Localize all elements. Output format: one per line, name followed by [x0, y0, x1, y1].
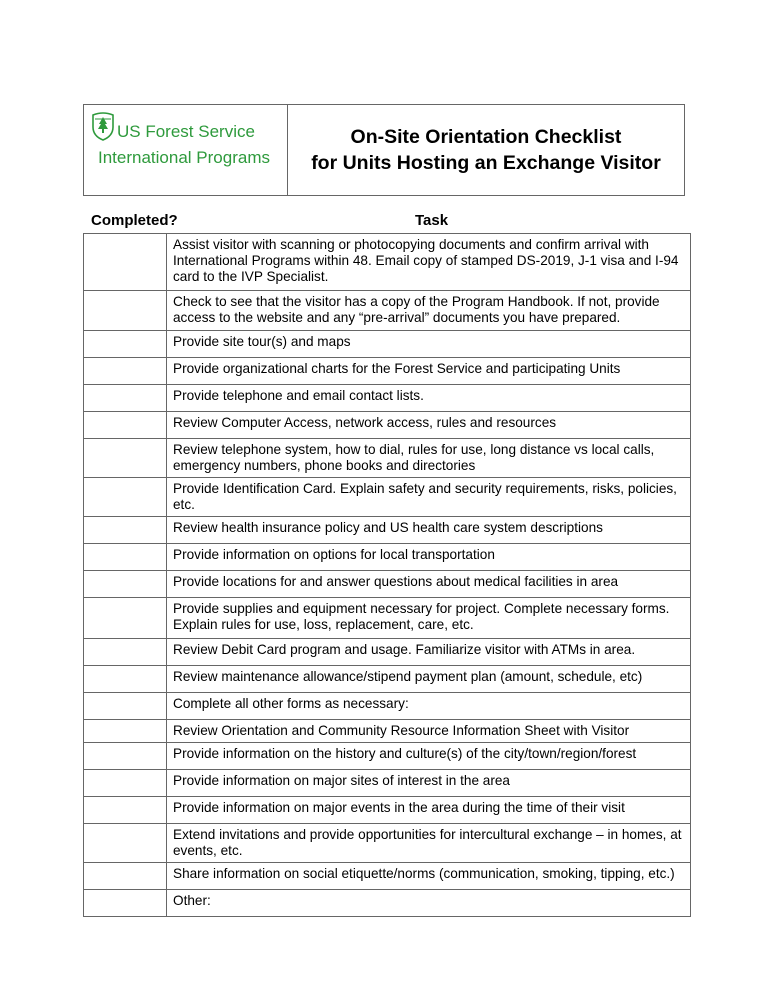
- completed-cell[interactable]: [84, 331, 167, 358]
- task-cell: Review Computer Access, network access, rules and resources: [167, 412, 691, 439]
- completed-cell[interactable]: [84, 639, 167, 666]
- task-cell: Review Orientation and Community Resource Information Sheet with Visitor: [167, 720, 691, 743]
- completed-cell[interactable]: [84, 770, 167, 797]
- task-cell: Provide locations for and answer questions about medical facilities in area: [167, 571, 691, 598]
- completed-cell[interactable]: [84, 720, 167, 743]
- completed-cell[interactable]: [84, 385, 167, 412]
- completed-cell[interactable]: [84, 291, 167, 331]
- organization-block: [84, 105, 288, 195]
- task-cell: Check to see that the visitor has a copy of the Program Handbook. If not, provide access to the website and any “pre-arrival” documents you have prepared.: [167, 291, 691, 331]
- table-row: [84, 331, 691, 358]
- table-row: [84, 743, 691, 770]
- table-row: [84, 666, 691, 693]
- task-cell: Provide site tour(s) and maps: [167, 331, 691, 358]
- header-box: [83, 104, 685, 196]
- table-row: [84, 439, 691, 478]
- table-row: [84, 234, 691, 291]
- task-cell: Review health insurance policy and US health care system descriptions: [167, 517, 691, 544]
- completed-cell[interactable]: [84, 693, 167, 720]
- table-row: [84, 412, 691, 439]
- task-cell: Review maintenance allowance/stipend payment plan (amount, schedule, etc): [167, 666, 691, 693]
- task-column-header: Task: [415, 212, 449, 229]
- task-cell: Complete all other forms as necessary:: [167, 693, 691, 720]
- completed-cell[interactable]: [84, 234, 167, 291]
- table-row: [84, 770, 691, 797]
- title-line-1: On-Site Orientation Checklist: [350, 126, 622, 148]
- task-cell: Other:: [167, 890, 691, 917]
- completed-cell[interactable]: [84, 666, 167, 693]
- completed-cell[interactable]: [84, 358, 167, 385]
- org-program: International Programs: [98, 148, 270, 167]
- org-name: US Forest Service: [117, 122, 255, 141]
- task-cell: Review Debit Card program and usage. Familiarize visitor with ATMs in area.: [167, 639, 691, 666]
- document-title: [288, 105, 684, 195]
- task-cell: Provide Identification Card. Explain safety and security requirements, risks, policies, etc.: [167, 478, 691, 517]
- table-row: [84, 571, 691, 598]
- task-cell: Provide organizational charts for the Forest Service and participating Units: [167, 358, 691, 385]
- completed-cell[interactable]: [84, 797, 167, 824]
- table-row: [84, 598, 691, 639]
- table-row: [84, 720, 691, 743]
- completed-cell[interactable]: [84, 571, 167, 598]
- completed-cell[interactable]: [84, 824, 167, 863]
- table-row: [84, 797, 691, 824]
- table-row: [84, 824, 691, 863]
- table-row: [84, 291, 691, 331]
- completed-cell[interactable]: [84, 517, 167, 544]
- table-row: [84, 385, 691, 412]
- completed-cell[interactable]: [84, 478, 167, 517]
- task-cell: Provide information on the history and culture(s) of the city/town/region/forest: [167, 743, 691, 770]
- completed-column-header: Completed?: [91, 212, 178, 229]
- table-row: [84, 544, 691, 571]
- task-cell: Provide information on major events in the area during the time of their visit: [167, 797, 691, 824]
- completed-cell[interactable]: [84, 890, 167, 917]
- task-cell: Provide information on major sites of interest in the area: [167, 770, 691, 797]
- table-row: [84, 639, 691, 666]
- completed-cell[interactable]: [84, 544, 167, 571]
- task-cell: Provide information on options for local transportation: [167, 544, 691, 571]
- task-cell: Review telephone system, how to dial, rules for use, long distance vs local calls, emergency numbers, phone books and directories: [167, 439, 691, 478]
- task-cell: Provide supplies and equipment necessary for project. Complete necessary forms. Explain rules for use, loss, replacement, care, etc.: [167, 598, 691, 639]
- completed-cell[interactable]: [84, 743, 167, 770]
- table-row: [84, 517, 691, 544]
- completed-cell[interactable]: [84, 439, 167, 478]
- task-cell: Share information on social etiquette/norms (communication, smoking, tipping, etc.): [167, 863, 691, 890]
- checklist-table: [83, 233, 691, 917]
- title-line-2: for Units Hosting an Exchange Visitor: [311, 152, 661, 174]
- usfs-shield-icon: [90, 111, 116, 141]
- completed-cell[interactable]: [84, 412, 167, 439]
- table-row: [84, 693, 691, 720]
- task-cell: Assist visitor with scanning or photocopying documents and confirm arrival with International Programs within 48. Email copy of stamped DS-2019, J-1 visa and I-94 card to the IVP Specialist.: [167, 234, 691, 291]
- table-row: [84, 358, 691, 385]
- table-row: [84, 863, 691, 890]
- task-cell: Extend invitations and provide opportunities for intercultural exchange – in homes, at events, etc.: [167, 824, 691, 863]
- task-cell: Provide telephone and email contact lists.: [167, 385, 691, 412]
- table-row: [84, 890, 691, 917]
- completed-cell[interactable]: [84, 598, 167, 639]
- table-row: [84, 478, 691, 517]
- completed-cell[interactable]: [84, 863, 167, 890]
